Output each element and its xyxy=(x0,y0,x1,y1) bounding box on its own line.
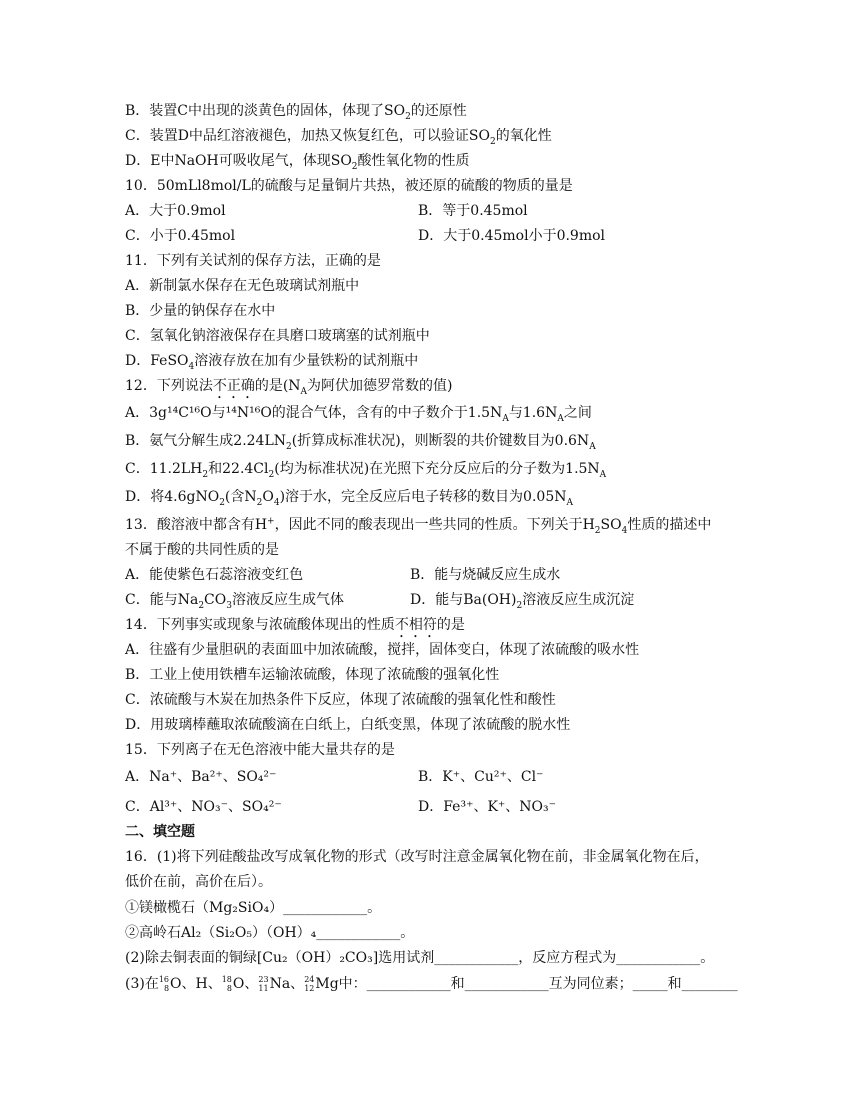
q12-option-b: B．氨气分解生成$2.24LN_2$(折算成标准状况)，则断裂的共价键数目为$0.6N_A$ xyxy=(125,433,596,452)
q14-option-b: B．工业上使用铁槽车运输浓硫酸，体现了浓硫酸的强氧化性 xyxy=(125,667,500,683)
q15-option-d: D．Fe³⁺、K⁺、NO₃⁻ xyxy=(418,799,557,815)
q10-option-c: C．小于0.45mol xyxy=(125,228,236,244)
q13-option-b: B．能与烧碱反应生成水 xyxy=(410,567,561,583)
q15-option-b: B．K⁺、Cu²⁺、Cl⁻ xyxy=(418,769,544,785)
q13-stem-line1: 13．酸溶液中都含有H+，因此不同的酸表现出一些共同的性质。下列关于$H_2SO_4$性质的描述中 xyxy=(125,516,712,536)
q13-option-c: C．能与$Na_2CO_3$溶液反应生成气体 xyxy=(125,592,344,611)
q15-option-c: C．Al³⁺、NO₃⁻、SO₄²⁻ xyxy=(125,799,282,815)
q12-option-d: D．将4.6gNO$_2$(含$N_2O_4$)溶于水，完全反应后电子转移的数目为$0.05N_A$ xyxy=(125,489,573,508)
q14-option-d: D．用玻璃棒蘸取浓硫酸滴在白纸上，白纸变黑，体现了浓硫酸的脱水性 xyxy=(125,717,571,733)
q11-option-b: B．少量的钠保存在水中 xyxy=(125,303,276,319)
q16-line2: 低价在前，高价在后）。 xyxy=(125,874,272,890)
q9-option-c: C．装置D中品红溶液褪色，加热又恢复红色，可以验证$SO_2$的氧化性 xyxy=(125,128,552,147)
q10-option-a: A．大于0.9mol xyxy=(125,203,226,219)
q14-stem: 14．下列事实或现象与浓硫酸体现出的性质不相符的是 xyxy=(125,617,465,633)
q13-stem-line2: 不属于酸的共同性质的是 xyxy=(125,542,279,558)
q14-option-a: A．往盛有少量胆矾的表面皿中加浓硫酸，搅拌，固体变白，体现了浓硫酸的吸水性 xyxy=(125,642,640,658)
q11-stem: 11．下列有关试剂的保存方法，正确的是 xyxy=(125,253,381,269)
q16-line3: ①镁橄榄石（Mg₂SiO₄）____________。 xyxy=(125,900,382,916)
section-title: 二、填空题 xyxy=(125,824,195,840)
q16-line6: (3)在 16 8 O、H、 18 8 O、 23 11 Na、 24 12 Mg中：____________和____________互为同位素；_____和________ xyxy=(125,975,738,993)
q11-option-c: C．氢氧化钠溶液保存在具磨口玻璃塞的试剂瓶中 xyxy=(125,328,430,344)
q12-stem: 12．下列说法不正确的是($N_A$为阿伏加德罗常数的值) xyxy=(125,378,453,397)
q12-option-c: C．$11.2LH_2$和$22.4Cl_2$(均为标准状况)在光照下充分反应后的分子数为$1.5N_A$ xyxy=(125,461,607,480)
q10-stem: 10．50mLl8mol/L的硫酸与足量铜片共热，被还原的硫酸的物质的量是 xyxy=(125,178,573,194)
q13-option-d: D．能与$Ba(OH)_2$溶液反应生成沉淀 xyxy=(410,592,635,611)
q16-line1: 16．(1)将下列硅酸盐改写成氧化物的形式（改写时注意金属氧化物在前，非金属氧化物在后， xyxy=(125,849,709,865)
q9-option-b: B．装置C中出现的淡黄色的固体，体现了$SO_2$的还原性 xyxy=(125,103,467,122)
q10-option-d: D．大于0.45mol小于0.9mol xyxy=(418,228,606,244)
q15-stem: 15．下列离子在无色溶液中能大量共存的是 xyxy=(125,742,395,758)
q16-line5: (2)除去铜表面的铜绿[Cu₂（OH）₂CO₃]选用试剂____________，反应方程式为____________。 xyxy=(125,950,715,966)
q16-line4: ②高岭石Al₂（Si₂O₅）（OH）₄____________。 xyxy=(125,925,415,941)
q10-option-b: B．等于0.45mol xyxy=(418,203,528,219)
q11-option-d: D．FeSO$_4$溶液存放在加有少量铁粉的试剂瓶中 xyxy=(125,353,419,372)
q11-option-a: A．新制氯水保存在无色玻璃试剂瓶中 xyxy=(125,278,360,294)
q15-option-a: A．Na⁺、Ba²⁺、SO₄²⁻ xyxy=(125,769,277,785)
q14-option-c: C．浓硫酸与木炭在加热条件下反应，体现了浓硫酸的强氧化性和酸性 xyxy=(125,692,556,708)
q9-option-d: D．E中NaOH可吸收尾气，体现$SO_2$酸性氧化物的性质 xyxy=(125,153,470,172)
q13-option-a: A．能使紫色石蕊溶液变红色 xyxy=(125,567,304,583)
q12-option-a: A．3g¹⁴C¹⁶O与¹⁴N¹⁶O的混合气体，含有的中子数介于$1.5N_A$与$1.6N_A$之间 xyxy=(125,405,592,424)
